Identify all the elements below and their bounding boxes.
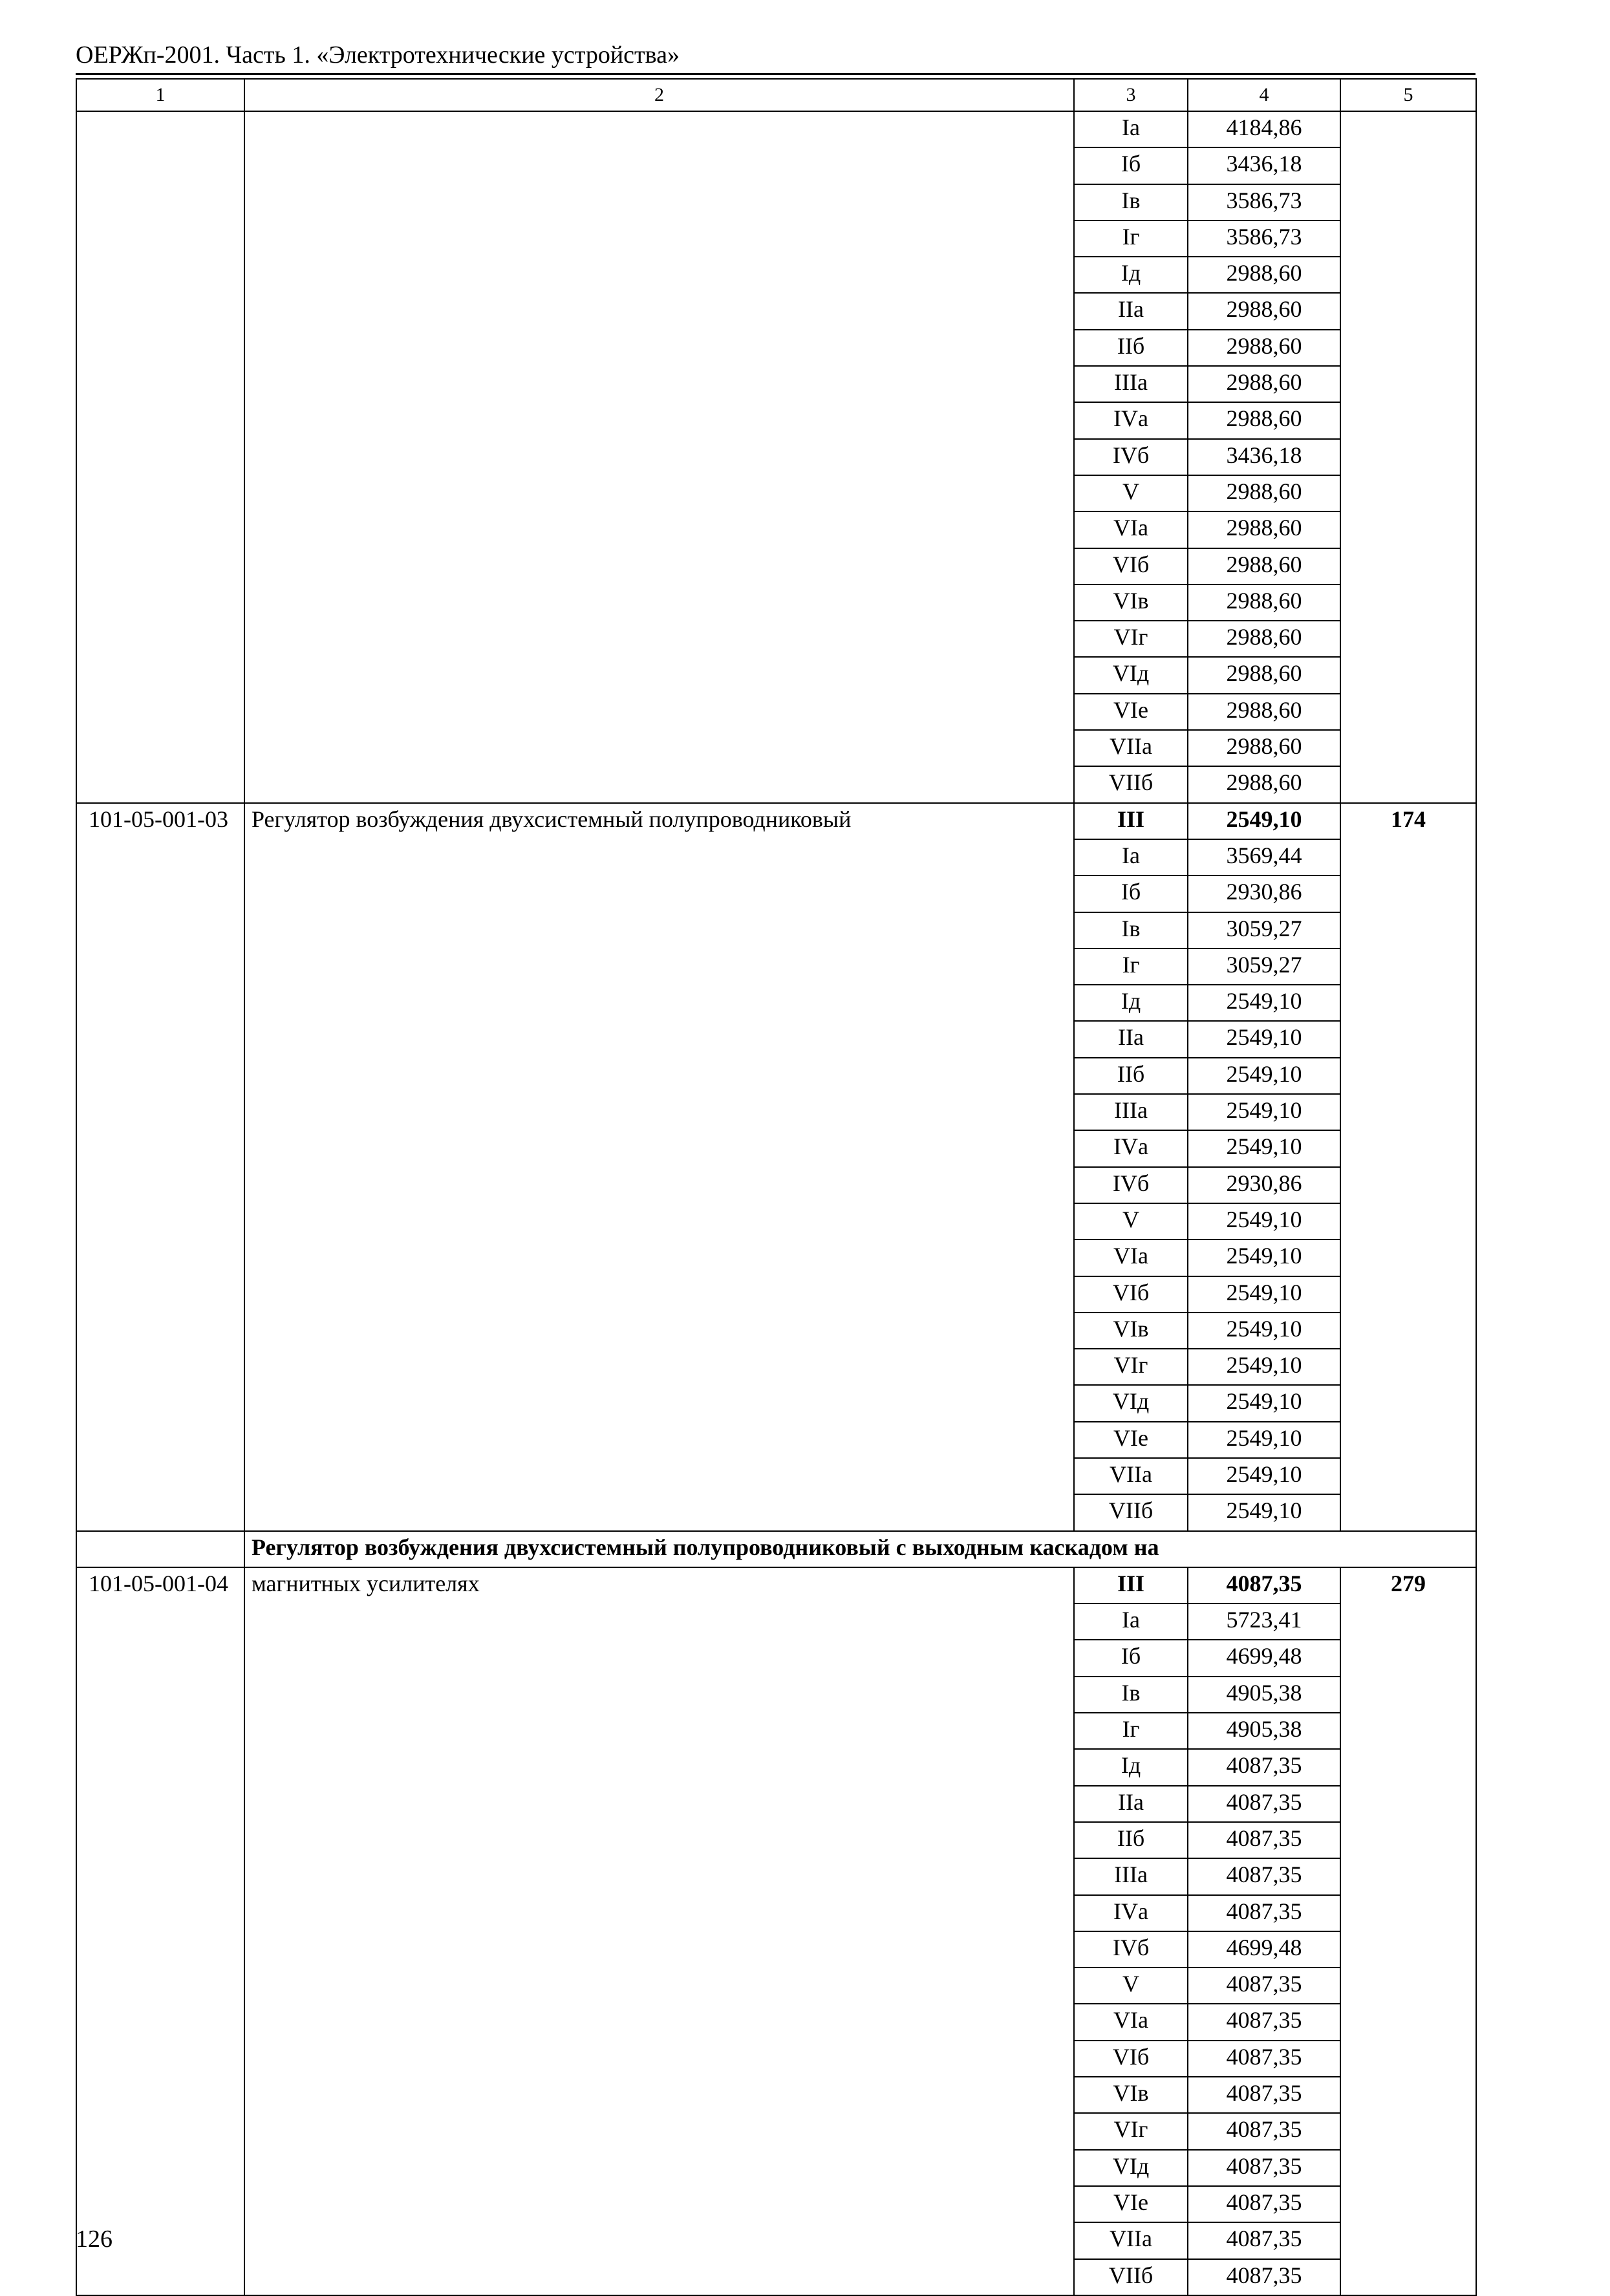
price-cell: 2549,10 bbox=[1188, 1422, 1340, 1458]
table-row bbox=[76, 803, 1476, 839]
zone-cell: IVб bbox=[1074, 1167, 1188, 1203]
price-cell: 2930,86 bbox=[1188, 1167, 1340, 1203]
price-cell: 2549,10 bbox=[1188, 1494, 1340, 1530]
price-cell: 4087,35 bbox=[1188, 2222, 1340, 2258]
price-cell: 4087,35 bbox=[1188, 1968, 1340, 2004]
price-cell: 2988,60 bbox=[1188, 511, 1340, 548]
price-cell: 4699,48 bbox=[1188, 1931, 1340, 1968]
item-name: магнитных усилителях bbox=[244, 1567, 1074, 2295]
zone-cell: Iд bbox=[1074, 985, 1188, 1021]
item-code: 101-05-001-04 bbox=[76, 1567, 244, 2295]
price-cell: 3586,73 bbox=[1188, 184, 1340, 220]
zone-cell: VIа bbox=[1074, 511, 1188, 548]
zone-cell: Iб bbox=[1074, 1640, 1188, 1676]
tariff-cell bbox=[1340, 111, 1476, 803]
price-cell: 2930,86 bbox=[1188, 875, 1340, 912]
zone-cell: VIв bbox=[1074, 585, 1188, 621]
zone-cell: Iа bbox=[1074, 111, 1188, 147]
price-cell: 3436,18 bbox=[1188, 439, 1340, 475]
zone-cell: VIа bbox=[1074, 2004, 1188, 2040]
zone-cell: VIб bbox=[1074, 548, 1188, 585]
zone-cell: VIIа bbox=[1074, 730, 1188, 766]
zone-cell: VIIб bbox=[1074, 766, 1188, 802]
section-title-row bbox=[76, 1531, 1476, 1567]
zone-cell: VIг bbox=[1074, 621, 1188, 657]
price-cell: 2549,10 bbox=[1188, 1276, 1340, 1313]
price-cell: 4184,86 bbox=[1188, 111, 1340, 147]
table-row bbox=[76, 1567, 1476, 1604]
zone-cell: IIб bbox=[1074, 330, 1188, 366]
price-cell: 2549,10 bbox=[1188, 985, 1340, 1021]
price-cell: 3059,27 bbox=[1188, 949, 1340, 985]
zone-cell: IIа bbox=[1074, 1021, 1188, 1057]
zone-cell: Iг bbox=[1074, 949, 1188, 985]
zone-cell: V bbox=[1074, 1203, 1188, 1239]
table-row bbox=[76, 111, 1476, 147]
price-cell: 5723,41 bbox=[1188, 1604, 1340, 1640]
price-cell: 2549,10 bbox=[1188, 1313, 1340, 1349]
price-cell: 2988,60 bbox=[1188, 366, 1340, 402]
price-cell: 2988,60 bbox=[1188, 657, 1340, 693]
zone-cell: Iв bbox=[1074, 1677, 1188, 1713]
price-cell: 4087,35 bbox=[1188, 1749, 1340, 1785]
price-cell: 4087,35 bbox=[1188, 1786, 1340, 1822]
page-number: 126 bbox=[76, 2226, 113, 2253]
zone-cell: Iв bbox=[1074, 912, 1188, 949]
zone-cell: Iб bbox=[1074, 875, 1188, 912]
zone-cell: IIб bbox=[1074, 1058, 1188, 1094]
zone-cell: IVб bbox=[1074, 1931, 1188, 1968]
zone-cell: VIг bbox=[1074, 1349, 1188, 1385]
price-cell: 2988,60 bbox=[1188, 694, 1340, 730]
price-cell: 3436,18 bbox=[1188, 147, 1340, 184]
column-number: 4 bbox=[1188, 79, 1340, 111]
price-cell: 2988,60 bbox=[1188, 257, 1340, 293]
price-cell: 4699,48 bbox=[1188, 1640, 1340, 1676]
zone-cell: VIб bbox=[1074, 1276, 1188, 1313]
price-cell: 2549,10 bbox=[1188, 1058, 1340, 1094]
price-cell: 4087,35 bbox=[1188, 1567, 1340, 1604]
zone-cell: IVа bbox=[1074, 1130, 1188, 1166]
zone-cell: VIг bbox=[1074, 2113, 1188, 2149]
price-cell: 2988,60 bbox=[1188, 730, 1340, 766]
document-header: ОЕРЖп-2001. Часть 1. «Электротехнические устройства» bbox=[76, 41, 680, 69]
price-cell: 2549,10 bbox=[1188, 1458, 1340, 1494]
zone-cell: Iд bbox=[1074, 257, 1188, 293]
price-cell: 4087,35 bbox=[1188, 2259, 1340, 2295]
price-cell: 4087,35 bbox=[1188, 1822, 1340, 1858]
zone-cell: VIIб bbox=[1074, 2259, 1188, 2295]
zone-cell: VIе bbox=[1074, 1422, 1188, 1458]
price-cell: 3569,44 bbox=[1188, 839, 1340, 875]
zone-cell: V bbox=[1074, 475, 1188, 511]
zone-cell: IIа bbox=[1074, 1786, 1188, 1822]
price-cell: 4087,35 bbox=[1188, 2077, 1340, 2113]
price-cell: 4905,38 bbox=[1188, 1677, 1340, 1713]
zone-cell: III bbox=[1074, 1567, 1188, 1604]
price-cell: 2988,60 bbox=[1188, 548, 1340, 585]
price-cell: 3586,73 bbox=[1188, 220, 1340, 257]
zone-cell: IVб bbox=[1074, 439, 1188, 475]
zone-cell: Iа bbox=[1074, 839, 1188, 875]
price-cell: 2549,10 bbox=[1188, 803, 1340, 839]
item-name bbox=[244, 111, 1074, 803]
price-cell: 2549,10 bbox=[1188, 1130, 1340, 1166]
zone-cell: VIе bbox=[1074, 694, 1188, 730]
price-cell: 2988,60 bbox=[1188, 621, 1340, 657]
zone-cell: VIд bbox=[1074, 1385, 1188, 1421]
zone-cell: VIа bbox=[1074, 1239, 1188, 1276]
zone-cell: V bbox=[1074, 1968, 1188, 2004]
tariff-cell: 174 bbox=[1340, 803, 1476, 1531]
zone-cell: VIв bbox=[1074, 1313, 1188, 1349]
column-number: 5 bbox=[1340, 79, 1476, 111]
zone-cell: IVа bbox=[1074, 1895, 1188, 1931]
price-cell: 2988,60 bbox=[1188, 293, 1340, 329]
zone-cell: Iв bbox=[1074, 184, 1188, 220]
zone-cell: Iа bbox=[1074, 1604, 1188, 1640]
zone-cell: IIа bbox=[1074, 293, 1188, 329]
zone-cell: IIIа bbox=[1074, 1094, 1188, 1130]
price-cell: 2549,10 bbox=[1188, 1203, 1340, 1239]
price-cell: 4087,35 bbox=[1188, 2004, 1340, 2040]
zone-cell: Iг bbox=[1074, 220, 1188, 257]
item-code bbox=[76, 111, 244, 803]
price-cell: 2549,10 bbox=[1188, 1239, 1340, 1276]
price-cell: 2988,60 bbox=[1188, 402, 1340, 438]
column-number: 2 bbox=[244, 79, 1074, 111]
price-table bbox=[76, 78, 1477, 2296]
section-title: Регулятор возбуждения двухсистемный полупроводниковый с выходным каскадом на bbox=[244, 1531, 1476, 1567]
zone-cell: IVа bbox=[1074, 402, 1188, 438]
tariff-cell: 279 bbox=[1340, 1567, 1476, 2295]
zone-cell: III bbox=[1074, 803, 1188, 839]
price-cell: 4905,38 bbox=[1188, 1713, 1340, 1749]
item-name: Регулятор возбуждения двухсистемный полупроводниковый bbox=[244, 803, 1074, 1531]
zone-cell: Iб bbox=[1074, 147, 1188, 184]
price-cell: 2549,10 bbox=[1188, 1349, 1340, 1385]
zone-cell: IIб bbox=[1074, 1822, 1188, 1858]
header-rule bbox=[76, 73, 1476, 75]
price-cell: 2988,60 bbox=[1188, 475, 1340, 511]
price-cell: 4087,35 bbox=[1188, 2041, 1340, 2077]
zone-cell: VIе bbox=[1074, 2186, 1188, 2222]
zone-cell: Iг bbox=[1074, 1713, 1188, 1749]
zone-cell: VIIб bbox=[1074, 1494, 1188, 1530]
price-cell: 2988,60 bbox=[1188, 766, 1340, 802]
price-cell: 4087,35 bbox=[1188, 2150, 1340, 2186]
zone-cell: VIд bbox=[1074, 2150, 1188, 2186]
price-cell: 3059,27 bbox=[1188, 912, 1340, 949]
zone-cell: VIб bbox=[1074, 2041, 1188, 2077]
price-cell: 2549,10 bbox=[1188, 1385, 1340, 1421]
zone-cell: Iд bbox=[1074, 1749, 1188, 1785]
zone-cell: IIIа bbox=[1074, 366, 1188, 402]
zone-cell: VIIа bbox=[1074, 1458, 1188, 1494]
title-spacer-cell bbox=[76, 1531, 244, 1567]
zone-cell: VIв bbox=[1074, 2077, 1188, 2113]
column-number: 3 bbox=[1074, 79, 1188, 111]
zone-cell: VIIа bbox=[1074, 2222, 1188, 2258]
price-cell: 4087,35 bbox=[1188, 1858, 1340, 1894]
price-cell: 4087,35 bbox=[1188, 1895, 1340, 1931]
item-code: 101-05-001-03 bbox=[76, 803, 244, 1531]
price-cell: 2988,60 bbox=[1188, 330, 1340, 366]
zone-cell: IIIа bbox=[1074, 1858, 1188, 1894]
zone-cell: VIд bbox=[1074, 657, 1188, 693]
column-number-row bbox=[76, 79, 1476, 111]
price-cell: 4087,35 bbox=[1188, 2186, 1340, 2222]
price-cell: 4087,35 bbox=[1188, 2113, 1340, 2149]
column-number: 1 bbox=[76, 79, 244, 111]
price-cell: 2549,10 bbox=[1188, 1021, 1340, 1057]
price-cell: 2549,10 bbox=[1188, 1094, 1340, 1130]
price-cell: 2988,60 bbox=[1188, 585, 1340, 621]
